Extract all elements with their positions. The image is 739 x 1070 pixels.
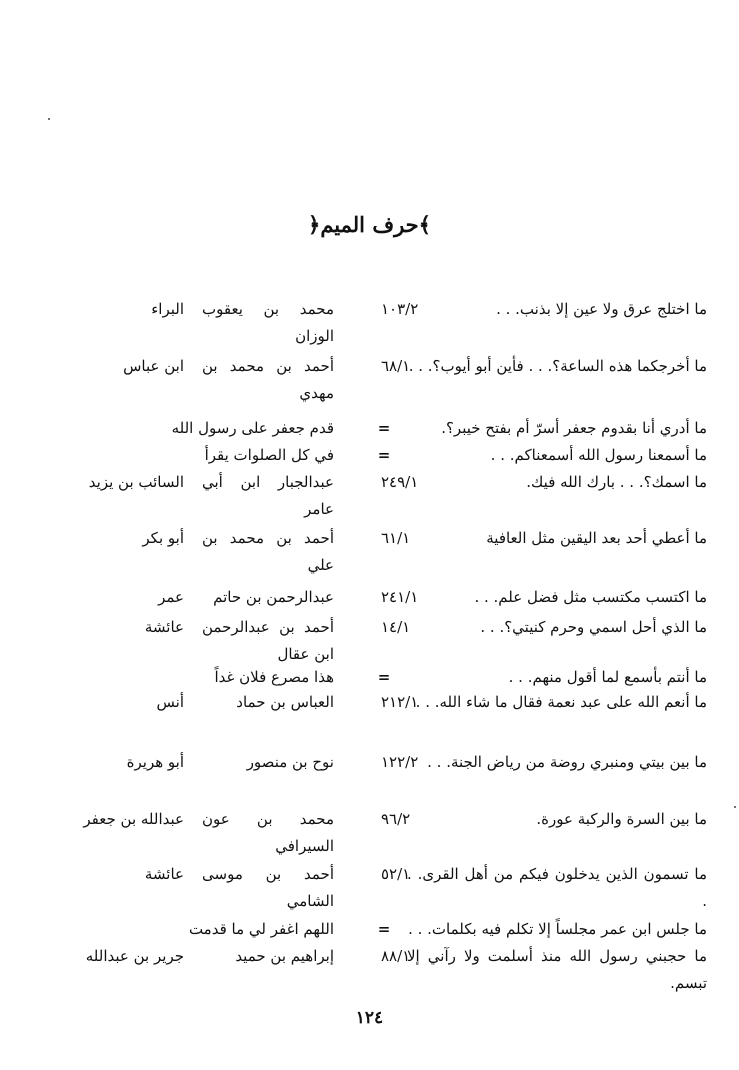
equals-sign: = [377,668,391,686]
index-entry [0,749,739,806]
hadith-text: ما بين السرة والركبة عورة. [536,810,707,828]
page-number: ١٢٤ [355,1008,384,1028]
speck-mark [48,118,50,120]
index-entry [0,353,739,410]
volume-page-ref: ٨٨/١ [381,947,411,965]
narrator-name: أحمد بن محمد بن علي [202,529,334,574]
volume-page-ref: ١٠٣/٢ [381,300,419,318]
narrator-name: أحمد بن محمد بن مهدي [202,357,334,402]
narrator-name: اللهم اغفر لي ما قدمت [188,920,334,938]
index-entry [0,943,739,997]
index-entry [0,296,739,353]
narrator-name: عبدالجبار ابن أبي عامر [202,473,334,518]
index-entry [0,861,739,916]
hadith-text: ما أسمعنا رسول الله أسمعناكم. . . [490,446,707,464]
companion-name: أبو بكر [142,529,184,547]
hadith-text: ما حجبني رسول الله منذ أسلمت ولا رآني إلا تبسم. [407,947,707,992]
hadith-text: ما اختلج عرق ولا عين إلا بذنب. . . [496,300,707,318]
hadith-text: ما بين بيتي ومنبري روضة من رياض الجنة. . . [427,753,707,771]
volume-page-ref: ١٢٢/٢ [381,753,419,771]
narrator-name: العباس بن حماد [236,693,334,711]
index-entry [0,584,739,611]
narrator-name: نوح بن منصور [246,753,334,771]
hadith-text: ما أدري أنا بقدوم جعفر أسرّ أم بفتح خيبر؟. [441,419,707,437]
hadith-text: ما اكتسب مكتسب مثل فضل علم. . . [474,588,707,606]
narrator-name: في كل الصلوات يقرأ [204,446,334,464]
companion-name: ابن عباس [123,357,184,375]
volume-page-ref: ٥٢/١ [381,865,411,883]
hadith-text: ما الذي أحل اسمي وحرم كنيتي؟. . . [480,618,707,636]
hadith-text: ما تسمون الذين يدخلون فيكم من أهل القرى. . . [407,865,707,910]
volume-page-ref: ٦٨/١ [381,357,411,375]
narrator-name: محمد بن يعقوب الوزان [202,300,334,345]
hadith-text: ما أعطي أحد بعد اليقين مثل العافية [486,529,707,547]
narrator-name: عبدالرحمن بن حاتم [213,588,334,606]
hadith-text: ما أنعم الله على عبد نعمة فقال ما شاء الله. . . [415,693,707,711]
narrator-name: أحمد بن موسى الشامي [202,865,334,910]
volume-page-ref: ٦١/١ [381,529,411,547]
index-entry [0,469,739,521]
companion-name: أنس [156,693,184,711]
volume-page-ref: ١٤/١ [381,618,411,636]
index-entry [0,806,739,861]
index-entry [0,689,739,744]
index-entry [0,415,739,442]
hadith-text: ما أنتم بأسمع لما أقول منهم. . . [508,668,707,686]
narrator-name: قدم جعفر على رسول الله [171,419,334,437]
volume-page-ref: ٩٦/٢ [381,810,411,828]
index-entry [0,525,739,584]
companion-name: البراء [151,300,184,318]
narrator-name: إبراهيم بن حميد [235,947,334,965]
volume-page-ref: ٢١٢/١ [381,693,419,711]
index-entry [0,614,739,664]
equals-sign: = [377,920,391,938]
companion-name: عبدالله بن جعفر [83,810,184,828]
volume-page-ref: ٢٤٩/١ [381,473,419,491]
companion-name: عائشة [144,865,184,883]
volume-page-ref: ٢٤١/١ [381,588,419,606]
companion-name: السائب بن يزيد [88,473,184,491]
hadith-text: ما جلس ابن عمر مجلساً إلا تكلم فيه بكلمات. . . [408,920,707,938]
narrator-name: أحمد بن عبدالرحمن ابن عقال [202,618,334,663]
equals-sign: = [377,419,391,437]
hadith-text: ما اسمك؟. . . بارك الله فيك. [526,473,707,491]
narrator-name: هذا مصرع فلان غداً [214,668,334,686]
hadith-text: ما أخرجكما هذه الساعة؟. . . فأين أبو أيوب؟. . . [408,357,707,375]
index-entry [0,664,739,689]
index-entry [0,916,739,943]
companion-name: عائشة [144,618,184,636]
companion-name: أبو هريرة [126,753,184,771]
index-entries [0,296,739,997]
page-title: ﴿حرف الميم﴾ [308,212,431,237]
index-entry [0,442,739,469]
narrator-name: محمد بن عون السيرافي [202,810,334,855]
equals-sign: = [377,446,391,464]
companion-name: جرير بن عبدالله [85,947,184,965]
companion-name: عمر [158,588,184,606]
